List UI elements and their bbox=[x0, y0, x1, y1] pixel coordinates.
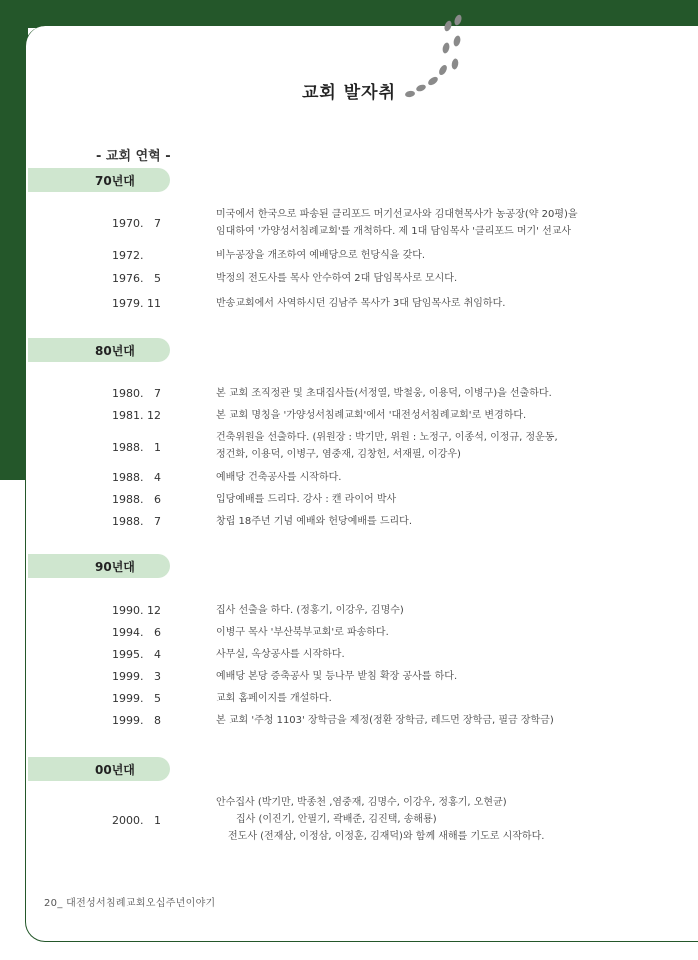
event-date: 1988. 4 bbox=[112, 471, 161, 484]
decade-label: 80년대 bbox=[95, 344, 135, 358]
event-line: 이병구 목사 '부산북부교회'로 파송하다. bbox=[216, 627, 389, 638]
event-date: 1994. 6 bbox=[112, 626, 161, 639]
event-line: 본 교회 조직정관 및 초대집사들(서정열, 박철웅, 이용덕, 이병구)을 선출하다. bbox=[216, 388, 552, 399]
event-date: 1988. 1 bbox=[112, 441, 161, 454]
event-text bbox=[216, 270, 616, 287]
event-date: 1995. 4 bbox=[112, 648, 161, 661]
top-green-band bbox=[0, 0, 698, 28]
decade-tab bbox=[28, 554, 170, 578]
event-line: 예배당 건축공사를 시작하다. bbox=[216, 472, 342, 483]
decade-label: 90년대 bbox=[95, 560, 135, 574]
event-line: 미국에서 한국으로 파송된 클리포드 머기선교사와 김대현목사가 농공장(약 20평)을 bbox=[216, 209, 578, 220]
event-text bbox=[216, 513, 616, 530]
decade-tab bbox=[28, 168, 170, 192]
event-text bbox=[216, 794, 616, 845]
event-line: 반송교회에서 사역하시던 김남주 목사가 3대 담임목사로 취임하다. bbox=[216, 298, 506, 309]
decade-label: 70년대 bbox=[95, 174, 135, 188]
event-line: 비누공장을 개조하여 예배당으로 헌당식을 갖다. bbox=[216, 250, 426, 261]
event-text bbox=[216, 385, 616, 402]
event-date: 1988. 7 bbox=[112, 515, 161, 528]
event-line: 집사 (이진기, 안필기, 곽배준, 김진택, 송해룡) bbox=[236, 814, 437, 825]
event-date: 1979. 11 bbox=[112, 297, 161, 310]
event-date: 2000. 1 bbox=[112, 814, 161, 827]
event-date: 1981. 12 bbox=[112, 409, 161, 422]
event-line: 사무실, 옥상공사를 시작하다. bbox=[216, 649, 345, 660]
decade-label: 00년대 bbox=[95, 763, 135, 777]
event-text bbox=[216, 247, 616, 264]
event-text bbox=[216, 668, 616, 685]
event-text bbox=[216, 469, 616, 486]
event-line: 집사 선출을 하다. (정홍기, 이강우, 김명수) bbox=[216, 605, 404, 616]
decade-tab bbox=[28, 757, 170, 781]
event-date: 1999. 3 bbox=[112, 670, 161, 683]
event-text bbox=[216, 206, 616, 240]
event-text bbox=[216, 646, 616, 663]
decade-tab bbox=[28, 338, 170, 362]
event-line: 본 교회 '주청 1103' 장학금을 제정(정환 장학금, 레드먼 장학금, 필금 장학금) bbox=[216, 715, 554, 726]
left-green-band bbox=[0, 0, 28, 480]
event-line: 정건화, 이용덕, 이병구, 염중재, 김창헌, 서재필, 이강우) bbox=[216, 449, 461, 460]
event-text bbox=[216, 407, 616, 424]
event-line: 임대하여 '가양성서침례교회'를 개척하다. 제 1대 담임목사 '클리포드 머기' 선교사 bbox=[216, 226, 572, 237]
event-text bbox=[216, 624, 616, 641]
event-date: 1980. 7 bbox=[112, 387, 161, 400]
event-text bbox=[216, 429, 616, 463]
event-date: 1970. 7 bbox=[112, 217, 161, 230]
event-text bbox=[216, 712, 616, 729]
event-text bbox=[216, 295, 616, 312]
event-line: 창립 18주년 기념 예배와 헌당예배를 드리다. bbox=[216, 516, 413, 527]
event-date: 1972. bbox=[112, 249, 144, 262]
event-text bbox=[216, 690, 616, 707]
event-line: 교회 홈페이지를 개설하다. bbox=[216, 693, 332, 704]
chronicle-heading: - 교회 연혁 - bbox=[96, 149, 171, 164]
event-text bbox=[216, 491, 616, 508]
page-footer: 20_ 대전성서침례교회오십주년이야기 bbox=[44, 898, 216, 909]
event-line: 예배당 본당 증축공사 및 등나무 받침 확장 공사를 하다. bbox=[216, 671, 458, 682]
event-date: 1976. 5 bbox=[112, 272, 161, 285]
event-date: 1999. 8 bbox=[112, 714, 161, 727]
event-text bbox=[216, 602, 616, 619]
event-date: 1999. 5 bbox=[112, 692, 161, 705]
event-line: 박정의 전도사를 목사 안수하여 2대 담임목사로 모시다. bbox=[216, 273, 458, 284]
event-date: 1988. 6 bbox=[112, 493, 161, 506]
event-line: 안수집사 (박기만, 박종천 ,염중재, 김명수, 이강우, 정홍기, 오현균) bbox=[216, 797, 507, 808]
event-line: 전도사 (전재삼, 이정삼, 이정훈, 김재덕)와 함께 새해를 기도로 시작하다. bbox=[228, 831, 545, 842]
page-title: 교회 발자취 bbox=[301, 83, 397, 103]
event-date: 1990. 12 bbox=[112, 604, 161, 617]
event-line: 건축위원을 선출하다. (위원장 : 박기만, 위원 : 노정구, 이종석, 이정규, 정운동, bbox=[216, 432, 558, 443]
event-line: 입당예배를 드리다. 강사 : 캔 라이어 박사 bbox=[216, 494, 397, 505]
event-line: 본 교회 명칭을 '가양성서침례교회'에서 '대전성서침례교회'로 변경하다. bbox=[216, 410, 527, 421]
